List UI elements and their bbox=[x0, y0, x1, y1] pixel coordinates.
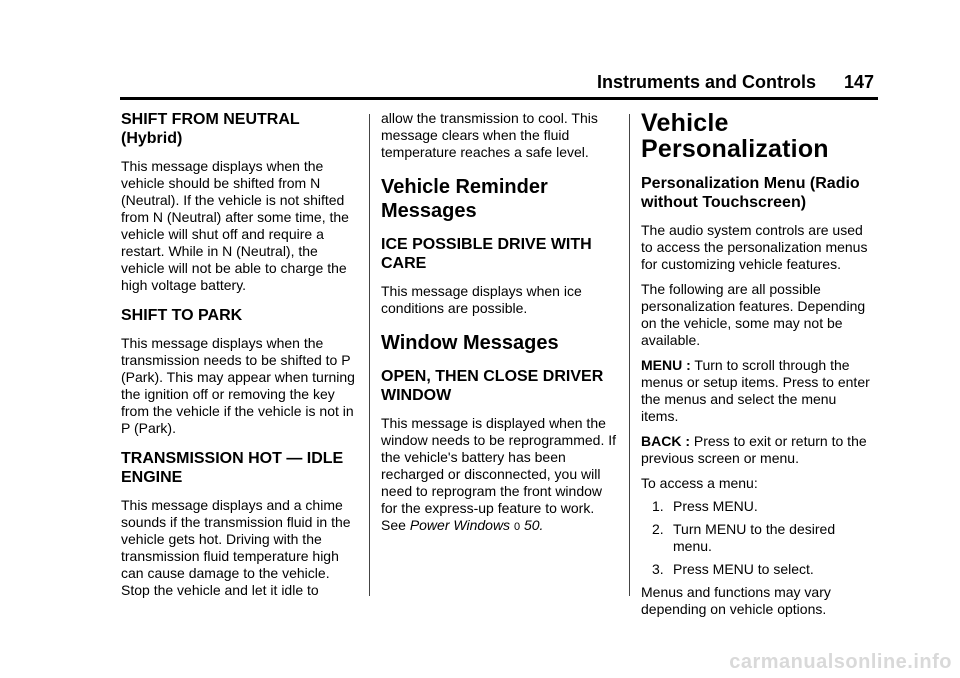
body-shift-from-neutral: This message displays when the vehicle should be shifted from N (Neutral). If the vehicle is not shifted from N (Neutral) after some time, the vehicle will shut off and require a restart. While in N (Neutral), the vehicle will not be able to charge the high voltage battery. bbox=[121, 158, 349, 293]
menu-description bbox=[641, 357, 877, 425]
page-ref-number[interactable]: 50. bbox=[523, 517, 544, 533]
body-audio-controls: The audio system controls are used to access the personalization menus for customizing vehicle features. bbox=[641, 222, 868, 272]
list-item: 1. Press MENU. bbox=[652, 498, 758, 514]
access-intro: To access a menu: bbox=[641, 475, 758, 491]
heading-open-close-window: OPEN, THEN CLOSE DRIVER WINDOW bbox=[381, 368, 604, 404]
column-1 bbox=[121, 104, 357, 599]
back-description bbox=[641, 433, 877, 467]
back-label: BACK : bbox=[641, 433, 690, 449]
heading-vehicle-personalization: Vehicle Personalization bbox=[641, 109, 829, 163]
heading-shift-to-park: SHIFT TO PARK bbox=[121, 307, 243, 324]
body-possible-features: The following are all possible personalization features. Depending on the vehicle, some may not be available. bbox=[641, 281, 866, 348]
page-ref-icon: 0 bbox=[513, 521, 521, 533]
column-3 bbox=[641, 104, 877, 618]
steps-list bbox=[641, 498, 877, 578]
menu-text: Turn to scroll through the menus or setup items. Press to enter the menus and select the menu items. bbox=[641, 357, 870, 424]
body-shift-to-park: This message displays when the transmission needs to be shifted to P (Park). This may appear when turning the ignition off or removing the key from the vehicle if the vehicle is not in P (Park). bbox=[121, 335, 355, 436]
heading-vehicle-reminder-messages: Vehicle Reminder Messages bbox=[381, 176, 548, 222]
body-ice-possible: This message displays when ice conditions are possible. bbox=[381, 283, 582, 316]
body-continued: allow the transmission to cool. This message clears when the fluid temperature reaches a safe level. bbox=[381, 110, 598, 160]
list-item: 3. Press MENU to select. bbox=[652, 561, 814, 577]
column-2 bbox=[381, 104, 617, 536]
column-divider bbox=[629, 114, 630, 596]
heading-shift-from-neutral: SHIFT FROM NEUTRAL (Hybrid) bbox=[121, 111, 300, 147]
watermark: carmanualsonline.info bbox=[729, 651, 952, 673]
power-windows-link[interactable]: Power Windows bbox=[409, 517, 511, 533]
column-divider bbox=[369, 114, 370, 596]
heading-transmission-hot: TRANSMISSION HOT — IDLE ENGINE bbox=[121, 450, 344, 486]
body-open-close-window bbox=[381, 415, 617, 536]
heading-window-messages: Window Messages bbox=[381, 332, 559, 354]
page-header bbox=[120, 70, 878, 100]
heading-personalization-menu: Personalization Menu (Radio without Touchscreen) bbox=[641, 175, 860, 211]
body-transmission-hot: This message displays and a chime sounds if the transmission fluid in the vehicle gets hot. Driving with the transmission fluid temperature high can cause damage to the vehicle. Stop the vehicle and let it idle to bbox=[121, 497, 351, 598]
section-title: Instruments and Controls bbox=[596, 72, 816, 92]
body-open-close-window-text: This message is displayed when the window needs to be reprogrammed. If the vehicle's battery has been recharged or disconnected, you will need to reprogram the front window for the express-up feature to work. See bbox=[381, 415, 617, 533]
heading-ice-possible: ICE POSSIBLE DRIVE WITH CARE bbox=[381, 236, 592, 272]
menu-label: MENU : bbox=[641, 357, 691, 373]
back-text: Press to exit or return to the previous screen or menu. bbox=[641, 433, 867, 466]
list-item: 2. Turn MENU to the desired menu. bbox=[652, 521, 836, 554]
body-menus-vary: Menus and functions may vary depending on vehicle options. bbox=[641, 584, 831, 617]
page-number: 147 bbox=[843, 72, 874, 92]
